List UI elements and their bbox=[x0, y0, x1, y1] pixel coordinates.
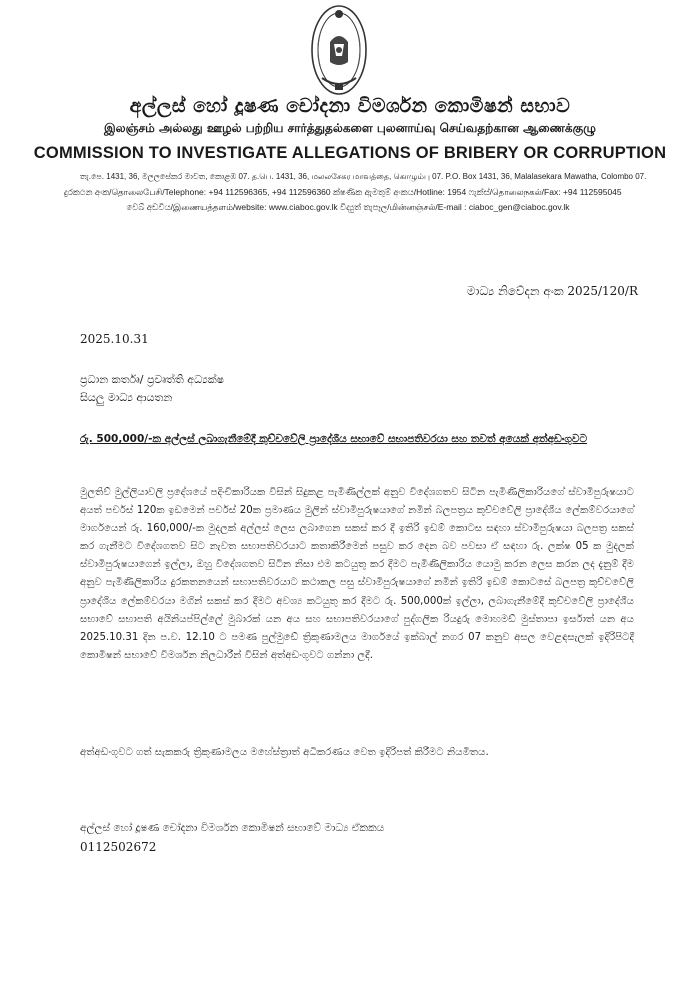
media-release-number: මාධ්‍ය නිවේදන අංක 2025/120/R bbox=[466, 284, 638, 298]
commission-name-english: COMMISSION TO INVESTIGATE ALLEGATIONS OF BRIBERY OR CORRUPTION bbox=[33, 144, 667, 162]
website-email-line: වෙබ් අඩවිය/இணையத்தளம்/website: www.ciaboc.gov.lk විද්‍යුත් තැපෑල/மின்னஞ்சல்/E-mail : ciaboc_gen@ciaboc.gov.lk bbox=[126, 202, 570, 212]
commission-name-tamil: இலஞ்சம் அல்லது ஊழல் பற்றிய சார்த்துதல்களை புலனாய்வு செய்வதற்கான ஆணைக்குழு bbox=[104, 121, 596, 135]
closing-paragraph: අත්අඩංගුවට ගත් සැකකරු ත්‍රිකුණාමලය මහේස්ත්‍රාත් අධිකරණය වෙත ඉදිරිපත් කිරීමට නියමිතය. bbox=[80, 747, 489, 758]
recipient-line: ප්‍රධාන කර්තෘ/ ප්‍රවෘත්ති අධ්‍යක්ෂ bbox=[80, 373, 225, 386]
commission-name-sinhala: අල්ලස් හෝ දූෂණ චෝදනා විමර්ශන කොමිෂන් සභාව bbox=[129, 95, 571, 117]
sri-lanka-emblem-icon bbox=[310, 4, 368, 96]
recipient-line: සියලු මාධ්‍ය ආයතන bbox=[80, 391, 173, 404]
body-paragraph: මුලතිව් මුල්ලියාවලි ප්‍රදේශයේ පදිංචිකාරියක විසින් සිදුකළ පැමිණිල්ලක් අනුව විදේශගතව සිටින පැමිණිලිකාරියගේ ස්වාමිපුරුෂයාට අයත් පර්චස් 120ක ඉඩමෙන් පර්චස් 20ක ප්‍රමාණය මුලින් ස්වාමිපුරුෂයාගේ නමින් බලපත්‍රය කුච්චවේලි ප්‍රාදේශීය ලේකම්වරයාගේ මාර්ගයෙන් රු. 160,000/-ක මුදලක් අල්ලස් ලෙස ලබාගෙන සකස් කර දී ඉතිරි ඉඩම් කොටස සඳහා ස්වාමිපුරුෂයා බලපත්‍ර සකස් කර ගැනීමට විදේශගතව සිට නැවත සභාපතිවරයාට කතාකිරීමෙන් පසුව කර දෙන බව පවසා ඒ සඳහා රු. ලක්ෂ 05 ක මුදලක් ස්වාමිපුරුෂයාගෙන් ඉල්ලා, ඔහු විදේශගතව සිටින නිසා එම කටයුතු කර දීමට පැමිණිලිකාරිය යොමු කරන ලෙස කරන ලද දැනුම් දීම අනුව පැමිණිලිකාරිය දුරකතනයෙන් සභාපතිවරයාට කථාකල පසු ස්වාමිපුරුෂයාගේ නමින් ඉතිරි ඉඩම් කොටසේ බලපත්‍ර කුච්චවේලි ප්‍රාදේශීය ලේකම්වරයා මගින් සකස් කර දීමට අවශ්‍ය කටයුතු කර දීමට රු. 500,000ක් ඉල්ලා, ලබාගැනීමේදී කුච්චවේලි ප්‍රාදේශීය සභාවේ සභාපති අයිනියප්පිල්ලේ මුබාරක් යන අය සහ සභාපතිවරයාගේ පුද්ගලික රියදුරු මොහමඩ් මුස්තාපා ඉර්සාත් යන අය 2025.10.31 දින ප.ව. 12.10 ට පමණ පුල්මුඩේ ත්‍රිකුණාමලය මාර්ගයේ ඉක්බාල් නගර 07 කනුව අසල වෙළඳසැලක් ඉදිරිපිටදී කොමිෂන් සභාවේ විමර්ශන නිලධාරීන් විසින් අත්අඩංගුවට ගන්නා ලදී. bbox=[80, 487, 634, 661]
phone-line: දුරකථන අංක/தொலைபேசி/Telephone: +94 112596365, +94 112596360 ක්ෂණික ඇමතුම් අංකය/Hotline: 1954 ෆැක්ස්/தொலைநகல்/Fax: +94 112595045 bbox=[64, 187, 622, 197]
release-date: 2025.10.31 bbox=[80, 332, 149, 346]
subject-heading: රු. 500,000/-ක අල්ලස් ලබාගැනීමේදී කුච්චවේලි ප්‍රාදේශීය සභාවේ සභාපතිවරයා සහ තවත් අයෙක් අත්අඩංගුවට bbox=[80, 433, 588, 445]
recipients bbox=[80, 371, 224, 407]
address-line: තැ.පෙ. 1431, 36, මලලසේකර මාවත, කොළඹ 07. த.பெ. 1431, 36, மலலசேகர மாவத்தை, கொழும்பு 07. P.O. Box 1431, 36, Malalasekara Mawatha, Colombo 07. bbox=[80, 172, 647, 181]
media-unit-signature: අල්ලස් හෝ දූෂණ චෝදනා විමර්ශන කොමිෂන් සභාවේ මාධ්‍ය ඒකකය bbox=[80, 822, 385, 834]
contact-phone: 0112502672 bbox=[80, 840, 157, 854]
